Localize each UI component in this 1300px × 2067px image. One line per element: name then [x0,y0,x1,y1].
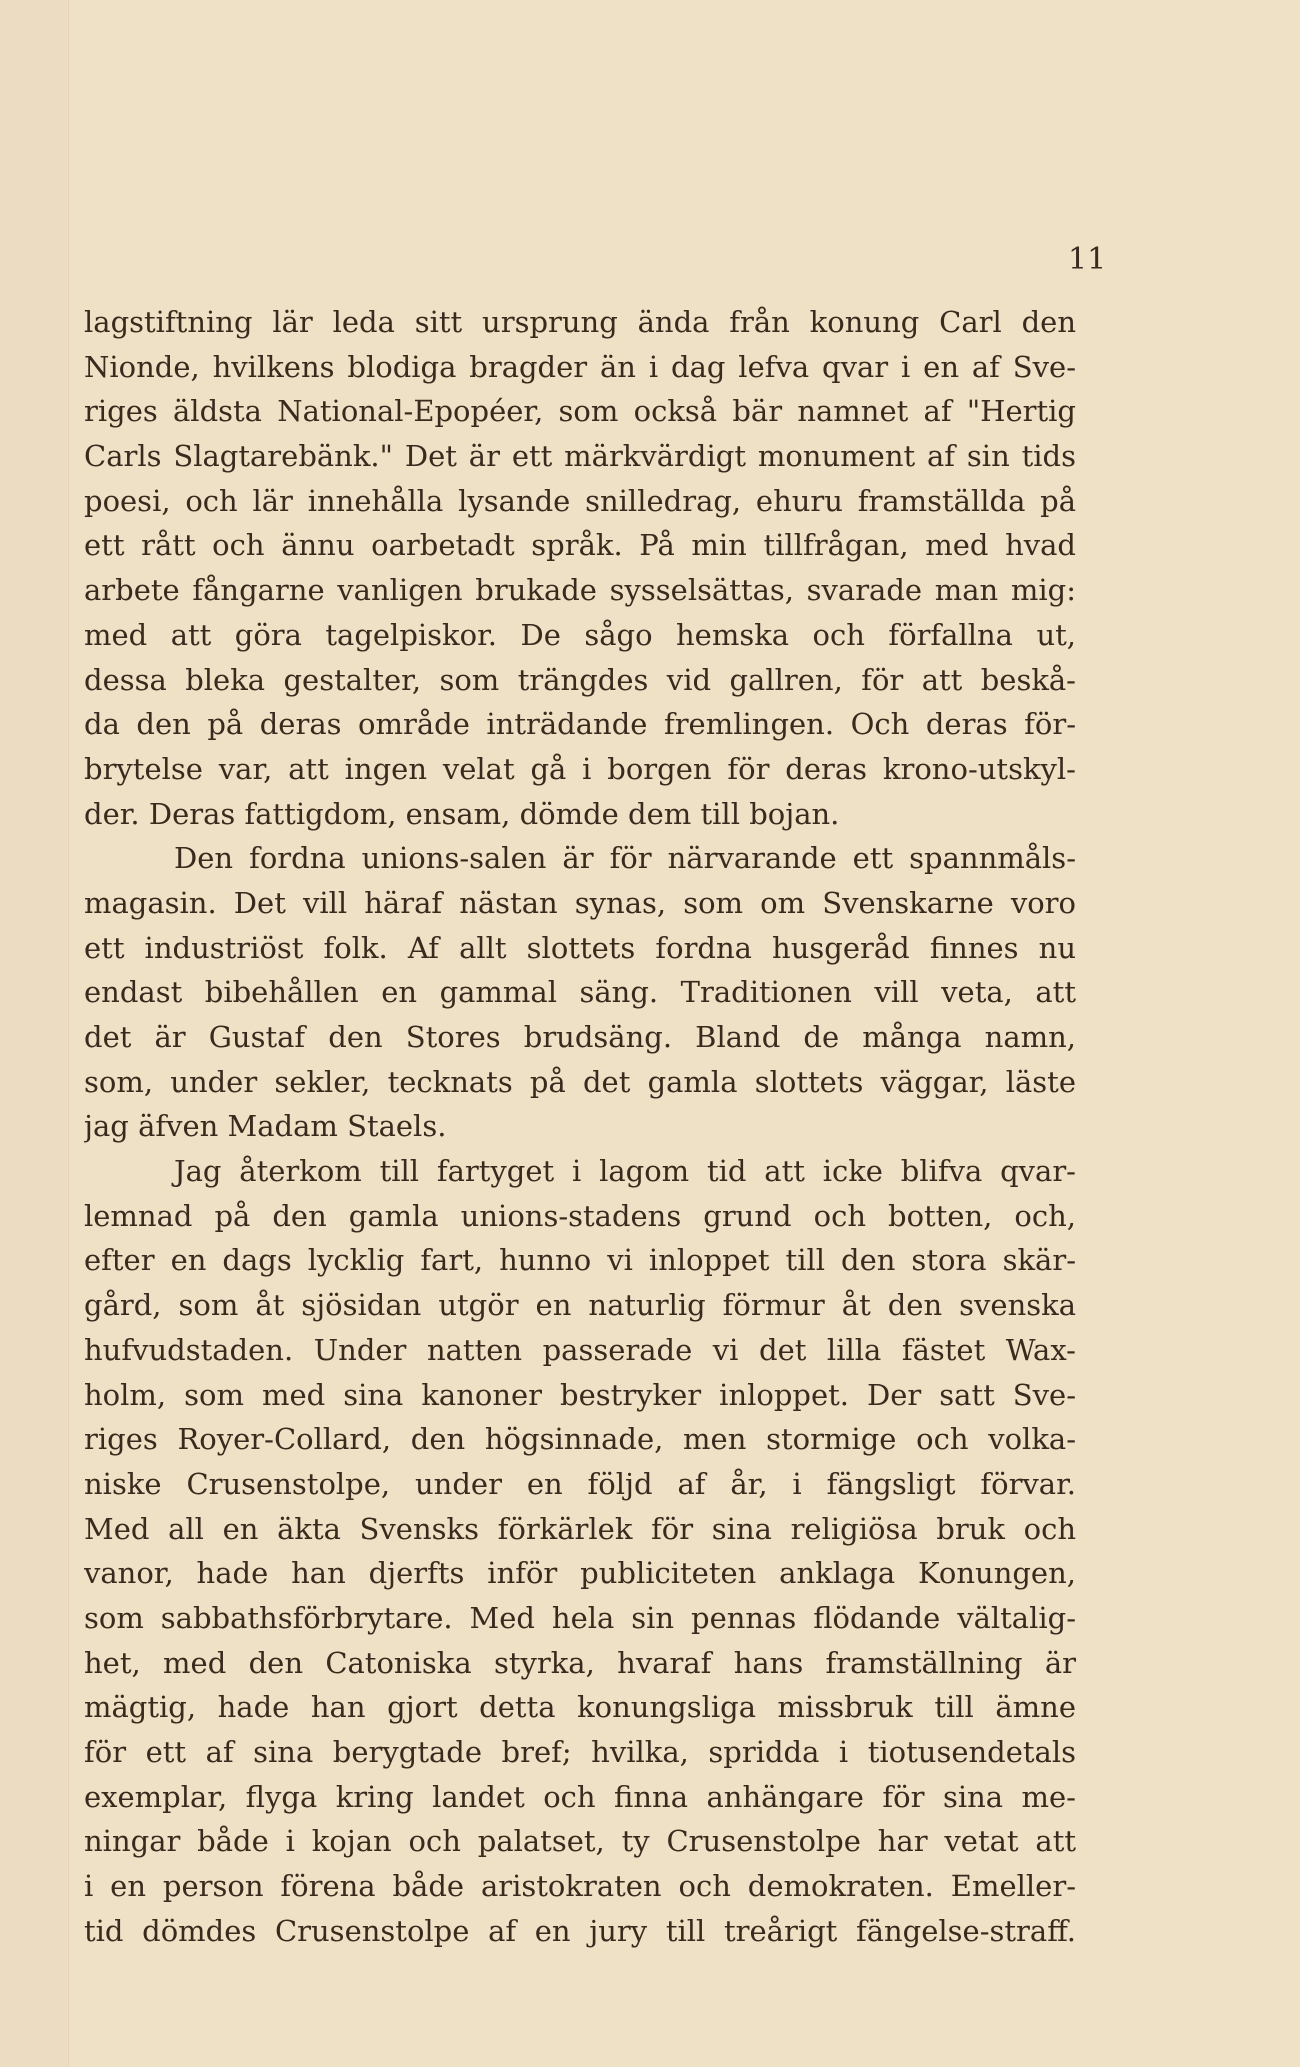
text-line: arbete fångarne vanligen brukade sysselsättas, svarade man mig: [84,573,1076,608]
text-line: brytelse var, att ingen velat gå i borgen för deras krono-utskyl- [84,751,1076,786]
text-line: het, med den Catoniska styrka, hvaraf hans framställning är [84,1645,1076,1680]
text-line: som, under sekler, tecknats på det gamla slottets väggar, läste [84,1064,1076,1099]
text-line: jag äfven Madam Staels. [84,1109,447,1144]
page-number: 11 [1068,242,1107,277]
text-line: holm, som med sina kanoner bestryker inloppet. Der satt Sve- [84,1377,1076,1412]
text-line: lemnad på den gamla unions-stadens grund och botten, och, [84,1198,1076,1233]
text-line: der. Deras fattigdom, ensam, dömde dem till bojan. [84,796,840,831]
text-line: Den fordna unions-salen är för närvarande ett spannmåls- [174,841,1076,876]
text-line: som sabbathsförbrytare. Med hela sin pennas flödande vältalig- [84,1600,1076,1635]
text-line: niske Crusenstolpe, under en följd af år, i fängsligt förvar. [84,1466,1076,1501]
text-line: Nionde, hvilkens blodiga bragder än i dag lefva qvar i en af Sve- [84,349,1076,384]
text-line: efter en dags lycklig fart, hunno vi inloppet till den stora skär- [84,1243,1076,1278]
body-text [84,300,1076,1953]
text-line: da den på deras område inträdande fremlingen. Och deras för- [84,707,1076,742]
text-line: ningar både i kojan och palatset, ty Crusenstolpe har vetat att [84,1824,1076,1859]
text-line: riges Royer-Collard, den högsinnade, men stormige och volka- [84,1422,1076,1457]
text-line: ett industriöst folk. Af allt slottets fordna husgeråd finnes nu [84,930,1076,965]
text-line: Jag återkom till fartyget i lagom tid att icke blifva qvar- [174,1154,1076,1189]
text-line: tid dömdes Crusenstolpe af en jury till treårigt fängelse-straff. [84,1913,1076,1948]
text-line: Carls Slagtarebänk." Det är ett märkvärdigt monument af sin tids [84,439,1076,474]
text-line: mägtig, hade han gjort detta konungsliga missbruk till ämne [84,1690,1076,1725]
text-line: lagstiftning lär leda sitt ursprung ända från konung Carl den [84,305,1076,339]
text-line: Med all en äkta Svensks förkärlek för sina religiösa bruk och [84,1511,1076,1546]
text-line: dessa bleka gestalter, som trängdes vid gallren, för att beskå- [84,662,1076,697]
text-line: poesi, och lär innehålla lysande snilledrag, ehuru framställda på [84,483,1076,518]
text-line: magasin. Det vill häraf nästan synas, som om Svenskarne voro [84,885,1076,920]
text-line: riges äldsta National-Epopéer, som också bär namnet af "Hertig [84,394,1076,429]
text-line: endast bibehållen en gammal säng. Traditionen vill veta, att [84,975,1076,1010]
text-line: för ett af sina berygtade bref; hvilka, spridda i tiotusendetals [84,1735,1076,1769]
text-line: i en person förena både aristokraten och demokraten. Emeller- [84,1869,1076,1904]
text-line: exemplar, flyga kring landet och finna anhängare för sina me- [84,1779,1076,1814]
text-line: det är Gustaf den Stores brudsäng. Bland de många namn, [84,1020,1076,1054]
text-line: vanor, hade han djerfts inför publiciteten anklaga Konungen, [84,1556,1076,1591]
text-line: gård, som åt sjösidan utgör en naturlig förmur åt den svenska [84,1288,1076,1323]
page-edge [0,0,69,2067]
text-line: ett rått och ännu oarbetadt språk. På min tillfrågan, med hvad [84,528,1076,563]
text-line: med att göra tagelpiskor. De sågo hemska och förfallna ut, [84,617,1076,652]
text-line: hufvudstaden. Under natten passerade vi det lilla fästet Wax- [84,1332,1076,1367]
